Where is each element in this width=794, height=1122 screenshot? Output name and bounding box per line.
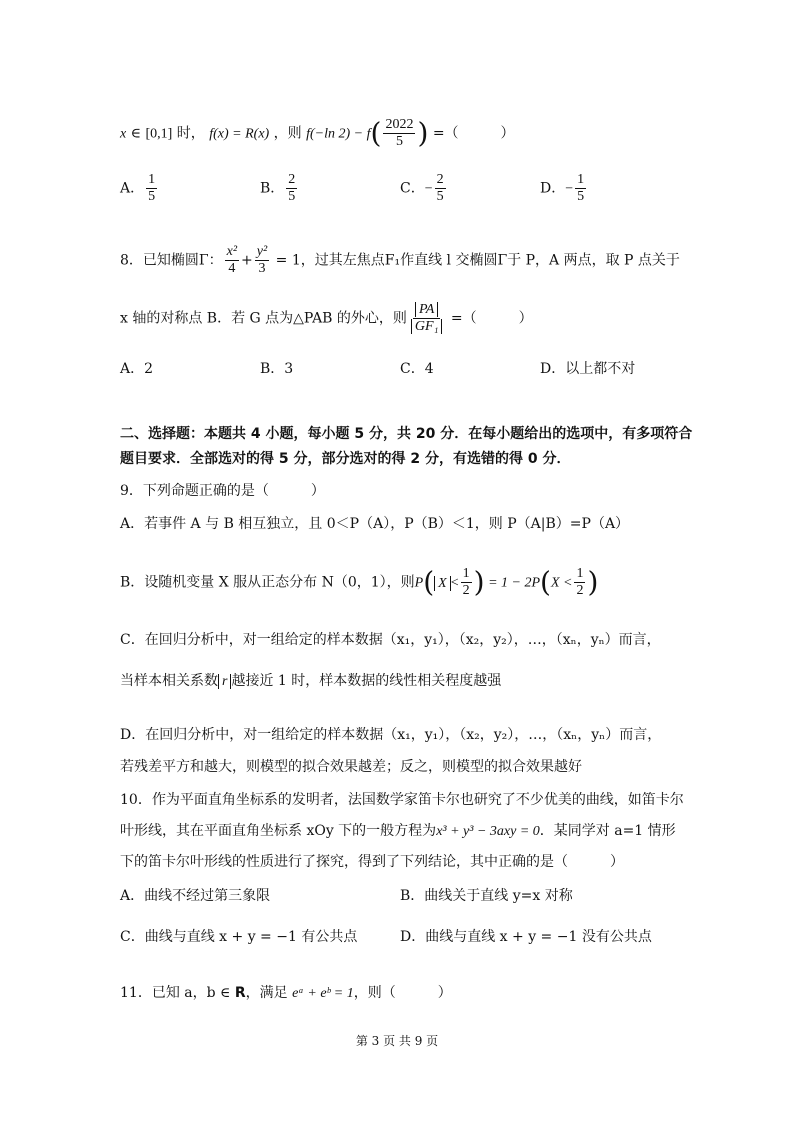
q9-option-c-line1: C．在回归分析中，对一组给定的样本数据（x₁，y₁），（x₂，y₂），…，（xₙ，yₙ）而言， [120,632,661,648]
q10-option-d: D．曲线与直线 x + y = −1 没有公共点 [400,929,652,945]
q8-ratio: $\frac{PA}{\text{GF₁}}$ [409,302,445,335]
q10-option-b: B．曲线关于直线 y=x 对称 [400,888,573,904]
q10-stem-line1: 10．作为平面直角坐标系的发明者，法国数学家笛卡尔也研究了不少优美的曲线，如笛卡尔 [120,792,684,808]
q8-stem-line2: x 轴的对称点 B．若 G 点为△PAB 的外心，则 $\frac{PA}{\text{GF₁}}$ =（ ） [120,302,533,334]
section2-heading-line1: 二、选择题：本题共 4 小题，每小题 5 分，共 20 分．在每小题给出的选项中，有多项符合 [120,426,693,442]
q8-option-d: D．以上都不对 [540,361,636,377]
section2-heading-line2: 题目要求．全部选对的得 5 分，部分选对的得 2 分，有选错的得 0 分． [120,451,571,467]
q8-option-b: B．3 [260,361,294,377]
q7-option-b: B． $\frac{2}{5}$ [260,172,296,204]
q9-option-a: A．若事件 A 与 B 相互独立，且 0＜P（A），P（B）＜1，则 P（A|B）=P（A） [120,516,630,532]
q7-fraction: $\frac{2022}{5}$ [385,117,414,149]
q9-option-b: B．设随机变量 X 服从正态分布 N（0，1），则P( X < $\frac{1}{2}$ ) = 1 − 2P(X < $\frac{1}{2}$ ) [120,565,599,599]
q11-stem: 11．已知 a，b ∈ R，满足 eᵃ + eᵇ = 1，则（ ） [120,985,452,1001]
q8-option-a: A．2 [120,361,154,377]
q9-stem: 9．下列命题正确的是（ ） [120,483,325,499]
q8-stem: 8．已知椭圆Γ： $\frac{\text{x²}}{4}$ + $\frac{\text{y²}}{3}$ = 1，过其左焦点F₁作直线 l 交椭圆Γ于 P，A 两点，取 P 点关于 [120,244,680,276]
page-footer: 第 3 页 共 9 页 [355,1034,439,1048]
q8-option-c: C．4 [400,361,434,377]
q9-option-d-line2: 若残差平方和越大，则模型的拟合效果越差；反之，则模型的拟合效果越好 [120,759,582,775]
q9-option-c-line2: 当样本相关系数 r 越接近 1 时，样本数据的线性相关程度越强 [120,673,502,689]
q10-option-c: C．曲线与直线 x + y = −1 有公共点 [120,929,358,945]
q7-option-c: C．− $\frac{2}{5}$ [400,172,444,204]
q7-stem: x ∈ [0,1] 时， f(x) = R(x) ，则 f(−ln 2) − f( $\frac{2022}{5}$ ) =（ ） [120,116,515,150]
q7-option-d: D．− $\frac{1}{5}$ [540,172,585,204]
q10-option-a: A．曲线不经过第三象限 [120,888,271,904]
q10-stem-line2: 叶形线，其在平面直角坐标系 xOy 下的一般方程为x³ + y³ − 3axy = 0．某同学对 a=1 情形 [120,823,676,839]
q9-option-d-line1: D．在回归分析中，对一组给定的样本数据（x₁，y₁），（x₂，y₂），…，（xₙ，yₙ）而言， [120,727,662,743]
q10-stem-line3: 下的笛卡尔叶形线的性质进行了探究，得到了下列结论，其中正确的是（ ） [120,854,624,870]
q7-option-a: A． $\frac{1}{5}$ [120,172,156,204]
